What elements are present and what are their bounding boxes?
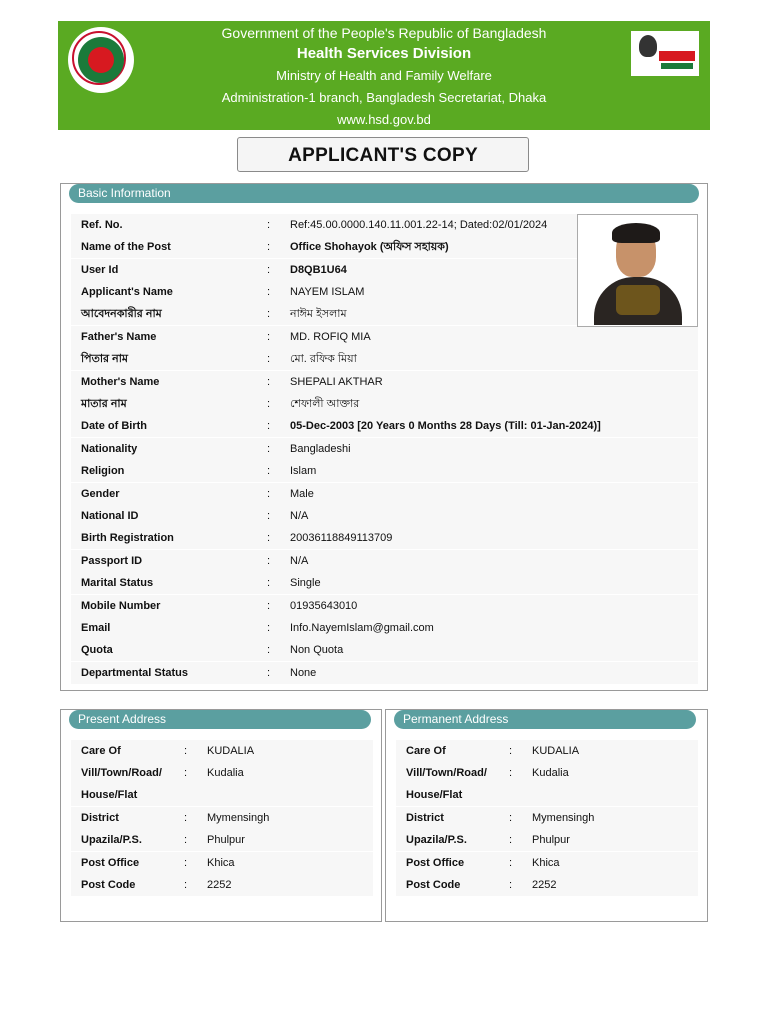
address-row-colon: : bbox=[509, 767, 513, 779]
address-row-colon: : bbox=[509, 857, 513, 869]
address-row-colon: : bbox=[509, 879, 513, 891]
info-row-label: Ref. No. bbox=[81, 219, 123, 231]
header-website: www.hsd.gov.bd bbox=[337, 112, 431, 127]
info-row-value: Male bbox=[290, 488, 314, 500]
mujib-100-logo-icon bbox=[631, 31, 699, 76]
info-row-colon: : bbox=[267, 331, 271, 343]
info-row-value: Info.NayemIslam@gmail.com bbox=[290, 622, 434, 634]
info-row-colon: : bbox=[267, 443, 271, 455]
address-row-label: Upazila/P.S. bbox=[81, 834, 142, 846]
header-government: Government of the People's Republic of Bangladesh bbox=[221, 25, 547, 41]
info-row bbox=[71, 236, 577, 259]
address-row-value: Kudalia bbox=[207, 767, 244, 779]
address-row-colon: : bbox=[509, 834, 513, 846]
info-row-value: MD. ROFIQ MIA bbox=[290, 331, 371, 343]
info-row-value: মো. রফিক মিয়া bbox=[290, 353, 357, 365]
info-row-value: Islam bbox=[290, 465, 317, 477]
info-row-label: মাতার নাম bbox=[81, 398, 127, 410]
info-row bbox=[71, 348, 698, 371]
address-row-label: Post Code bbox=[406, 879, 461, 891]
info-row-value: Office Shohayok (অফিস সহায়ক) bbox=[290, 241, 449, 253]
info-row-label: Father's Name bbox=[81, 331, 157, 343]
info-row-value: Ref:45.00.0000.140.11.001.22-14; Dated:02/01/2024 bbox=[290, 219, 548, 231]
page-header bbox=[58, 21, 710, 130]
address-row-value: KUDALIA bbox=[207, 745, 255, 757]
info-row bbox=[71, 662, 698, 685]
info-row bbox=[71, 617, 698, 640]
info-row-value: নাঈম ইসলাম bbox=[290, 308, 347, 320]
info-row-colon: : bbox=[267, 308, 271, 320]
info-row-label: পিতার নাম bbox=[81, 353, 129, 365]
header-ministry: Ministry of Health and Family Welfare bbox=[276, 68, 492, 83]
address-row-value: Phulpur bbox=[207, 834, 245, 846]
address-row-colon: : bbox=[509, 812, 513, 824]
address-row bbox=[396, 807, 698, 829]
info-row-colon: : bbox=[267, 510, 271, 522]
info-row bbox=[71, 326, 698, 349]
address-row-label: Upazila/P.S. bbox=[406, 834, 467, 846]
info-row-colon: : bbox=[267, 667, 271, 679]
info-row bbox=[71, 572, 698, 595]
address-row-label: Post Office bbox=[81, 857, 140, 869]
header-branch: Administration-1 branch, Bangladesh Secretariat, Dhaka bbox=[221, 90, 547, 105]
info-row-label: Passport ID bbox=[81, 555, 143, 567]
info-row bbox=[71, 505, 698, 528]
address-row bbox=[396, 829, 698, 851]
address-row bbox=[71, 829, 373, 851]
address-row bbox=[71, 874, 373, 896]
address-row bbox=[396, 874, 698, 896]
info-row-value: None bbox=[290, 667, 317, 679]
address-row-value: KUDALIA bbox=[532, 745, 580, 757]
info-row bbox=[71, 527, 698, 550]
present-address-heading: Present Address bbox=[69, 710, 371, 729]
address-row-value: 2252 bbox=[207, 879, 232, 891]
info-row bbox=[71, 438, 698, 461]
info-row bbox=[71, 259, 577, 282]
address-row-colon: : bbox=[184, 812, 188, 824]
info-row-colon: : bbox=[267, 219, 271, 231]
info-row-label: আবেদনকারীর নাম bbox=[81, 308, 162, 320]
info-row-value: Bangladeshi bbox=[290, 443, 351, 455]
address-row-value: Kudalia bbox=[532, 767, 569, 779]
info-row-colon: : bbox=[267, 622, 271, 634]
address-row-label: Vill/Town/Road/ House/Flat bbox=[406, 767, 487, 801]
address-row-colon: : bbox=[184, 767, 188, 779]
address-row-colon: : bbox=[184, 857, 188, 869]
info-row-value: 05-Dec-2003 [20 Years 0 Months 28 Days (Till: 01-Jan-2024)] bbox=[290, 420, 601, 432]
address-row-value: Mymensingh bbox=[207, 812, 270, 824]
address-row-label: Care Of bbox=[81, 745, 121, 757]
applicant-photo bbox=[577, 214, 698, 327]
address-row-label: Vill/Town/Road/ House/Flat bbox=[81, 767, 162, 801]
page-title: APPLICANT'S COPY bbox=[237, 137, 529, 172]
info-row bbox=[71, 550, 698, 573]
info-row bbox=[71, 415, 698, 438]
permanent-address-heading: Permanent Address bbox=[394, 710, 696, 729]
info-row-value: N/A bbox=[290, 510, 309, 522]
address-row bbox=[396, 740, 698, 762]
info-row bbox=[71, 371, 698, 394]
address-row-label: Post Code bbox=[81, 879, 136, 891]
info-row-value: NAYEM ISLAM bbox=[290, 286, 365, 298]
info-row-value: Single bbox=[290, 577, 321, 589]
info-row-label: Name of the Post bbox=[81, 241, 171, 253]
address-row-colon: : bbox=[509, 745, 513, 757]
address-row bbox=[71, 740, 373, 762]
info-row-value: D8QB1U64 bbox=[290, 264, 347, 276]
info-row bbox=[71, 639, 698, 662]
info-row-label: Religion bbox=[81, 465, 125, 477]
info-row-colon: : bbox=[267, 398, 271, 410]
address-row-value: Khica bbox=[207, 857, 235, 869]
info-row bbox=[71, 460, 698, 483]
info-row-value: SHEPALI AKTHAR bbox=[290, 376, 383, 388]
info-row-value: 20036118849113709 bbox=[290, 532, 393, 544]
basic-information-heading: Basic Information bbox=[69, 184, 699, 203]
address-row-value: Phulpur bbox=[532, 834, 570, 846]
info-row bbox=[71, 393, 698, 416]
address-row-colon: : bbox=[184, 834, 188, 846]
info-row-label: Date of Birth bbox=[81, 420, 147, 432]
info-row-colon: : bbox=[267, 241, 271, 253]
info-row-colon: : bbox=[267, 286, 271, 298]
info-row bbox=[71, 595, 698, 618]
address-row bbox=[396, 762, 698, 806]
address-row bbox=[71, 852, 373, 874]
address-row bbox=[71, 762, 373, 806]
info-row-colon: : bbox=[267, 488, 271, 500]
address-row-value: Mymensingh bbox=[532, 812, 595, 824]
info-row-colon: : bbox=[267, 420, 271, 432]
info-row-colon: : bbox=[267, 577, 271, 589]
info-row-label: Marital Status bbox=[81, 577, 154, 589]
present-address-panel bbox=[60, 709, 382, 922]
info-row-label: Gender bbox=[81, 488, 120, 500]
info-row-label: Email bbox=[81, 622, 111, 634]
info-row-label: Departmental Status bbox=[81, 667, 188, 679]
address-row-label: Care Of bbox=[406, 745, 446, 757]
info-row-label: National ID bbox=[81, 510, 139, 522]
info-row-colon: : bbox=[267, 465, 271, 477]
info-row bbox=[71, 214, 577, 237]
header-division: Health Services Division bbox=[296, 45, 472, 62]
address-row-colon: : bbox=[184, 745, 188, 757]
info-row-colon: : bbox=[267, 600, 271, 612]
address-row-label: District bbox=[81, 812, 119, 824]
info-row-colon: : bbox=[267, 353, 271, 365]
basic-information-panel bbox=[60, 183, 708, 691]
info-row-colon: : bbox=[267, 532, 271, 544]
info-row-label: Mother's Name bbox=[81, 376, 160, 388]
info-row-colon: : bbox=[267, 644, 271, 656]
permanent-address-panel bbox=[385, 709, 708, 922]
info-row-value: N/A bbox=[290, 555, 309, 567]
info-row-value: 01935643010 bbox=[290, 600, 358, 612]
info-row-label: User Id bbox=[81, 264, 119, 276]
info-row-label: Nationality bbox=[81, 443, 138, 455]
info-row-colon: : bbox=[267, 264, 271, 276]
info-row-label: Applicant's Name bbox=[81, 286, 173, 298]
address-row-value: 2252 bbox=[532, 879, 557, 891]
info-row-value: Non Quota bbox=[290, 644, 344, 656]
address-row-value: Khica bbox=[532, 857, 560, 869]
address-row-colon: : bbox=[184, 879, 188, 891]
info-row-label: Quota bbox=[81, 644, 113, 656]
info-row-label: Birth Registration bbox=[81, 532, 174, 544]
info-row bbox=[71, 483, 698, 506]
info-row bbox=[71, 281, 577, 304]
info-row bbox=[71, 303, 577, 326]
info-row-value: শেফালী আক্তার bbox=[290, 398, 360, 410]
address-row bbox=[71, 807, 373, 829]
info-row-colon: : bbox=[267, 376, 271, 388]
address-row-label: District bbox=[406, 812, 444, 824]
info-row-colon: : bbox=[267, 555, 271, 567]
info-row-label: Mobile Number bbox=[81, 600, 161, 612]
address-row-label: Post Office bbox=[406, 857, 465, 869]
address-row bbox=[396, 852, 698, 874]
